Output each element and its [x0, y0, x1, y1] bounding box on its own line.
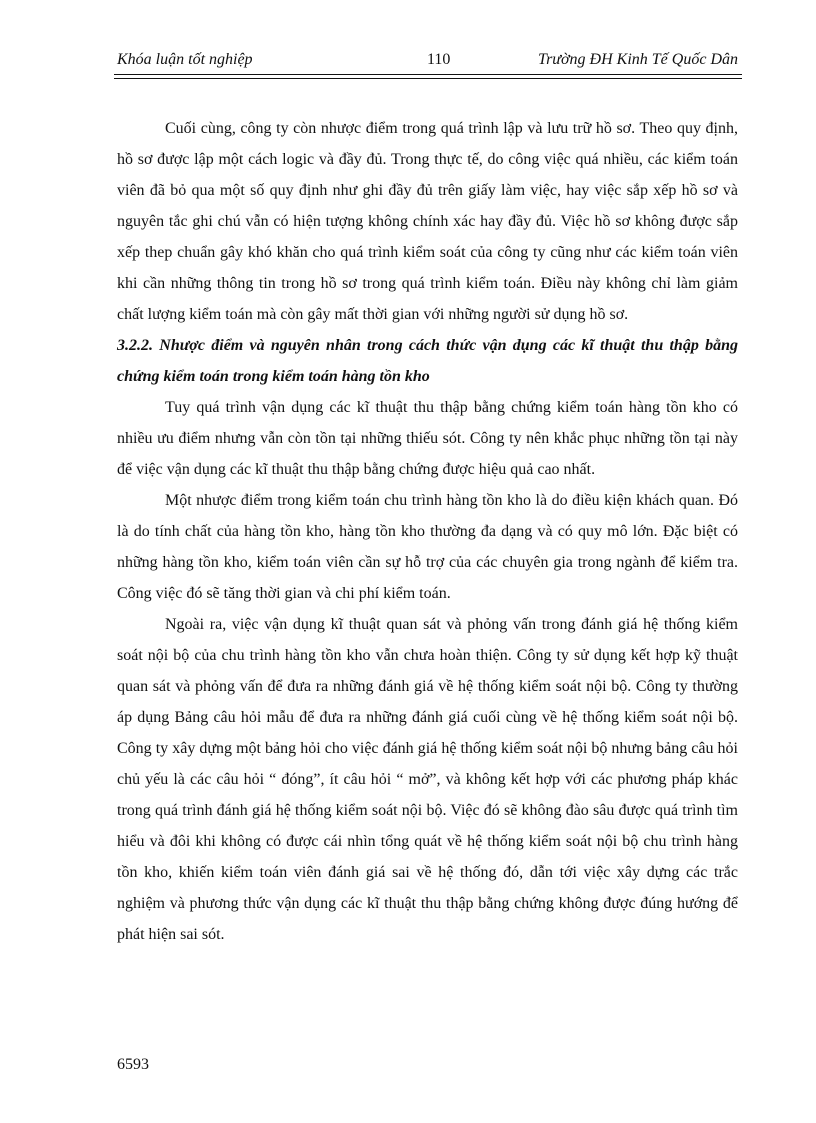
paragraph: Cuối cùng, công ty còn nhược điểm trong quá trình lập và lưu trữ hồ sơ. Theo quy định, hồ sơ được lập một cách logic và đầy đủ. Trong thực tế, do công việc quá nhiều, các kiểm toán viên đã bỏ qua một số quy định như ghi đầy đủ trên giấy làm việc, hay việc sắp xếp hồ sơ và nguyên tắc ghi chú vẫn có hiện tượng không chính xác hay đầy đủ. Việc hồ sơ không được sắp xếp thep chuẩn gây khó khăn cho quá trình kiểm soát của công ty cũng như các kiểm toán viên khi cần những thông tin trong hồ sơ trong quá trình kiểm toán. Điều này không chỉ làm giảm chất lượng kiểm toán mà còn gây mất thời gian với những người sử dụng hồ sơ. — [117, 120, 738, 323]
section-heading: 3.2.2. Nhược điểm và nguyên nhân trong cách thức vận dụng các kĩ thuật thu thập bằng chứng kiểm toán trong kiểm toán hàng tồn kho — [117, 337, 738, 385]
header-university: Trường ĐH Kinh Tế Quốc Dân — [538, 51, 738, 68]
header-divider — [114, 74, 742, 79]
page-header — [117, 50, 738, 72]
header-page-number: 110 — [427, 51, 451, 68]
paragraph: Ngoài ra, việc vận dụng kĩ thuật quan sát và phỏng vấn trong đánh giá hệ thống kiểm soát nội bộ của chu trình hàng tồn kho vẫn chưa hoàn thiện. Công ty sử dụng kết hợp kỹ thuật quan sát và phỏng vấn để đưa ra những đánh giá về hệ thống kiểm soát nội bộ. Công ty thường áp dụng Bảng câu hỏi mẫu để đưa ra những đánh giá cuối cùng về hệ thống kiểm soát nội bộ. Công ty xây dựng một bảng hỏi cho việc đánh giá hệ thống kiểm soát nội bộ nhưng bảng câu hỏi chủ yếu là các câu hỏi “ đóng”, ít câu hỏi “ mở”, và không kết hợp với các phương pháp khác trong quá trình đánh giá hệ thống kiểm soát nội bộ. Việc đó sẽ không đào sâu được quá trình tìm hiểu và đôi khi không có được cái nhìn tổng quát về hệ thống kiểm soát nội bộ chu trình hàng tồn kho, khiến kiểm toán viên đánh giá sai về hệ thống đó, dẫn tới việc xây dựng các trắc nghiệm và phương thức vận dụng các kĩ thuật thu thập bằng chứng không được đúng hướng để phát hiện sai sót. — [117, 616, 738, 943]
header-thesis-title: Khóa luận tốt nghiệp — [117, 51, 253, 68]
footer-code: 6593 — [117, 1056, 149, 1073]
document-body — [117, 113, 738, 950]
paragraph: Tuy quá trình vận dụng các kĩ thuật thu thập bằng chứng kiểm toán hàng tồn kho có nhiều ưu điểm nhưng vẫn còn tồn tại những thiếu sót. Công ty nên khắc phục những tồn tại này để việc vận dụng các kĩ thuật thu thập bằng chứng được hiệu quả cao nhất. — [117, 399, 738, 478]
paragraph: Một nhược điểm trong kiểm toán chu trình hàng tồn kho là do điều kiện khách quan. Đó là do tính chất của hàng tồn kho, hàng tồn kho thường đa dạng và có quy mô lớn. Đặc biệt có những hàng tồn kho, kiểm toán viên cần sự hỗ trợ của các chuyên gia trong ngành để kiểm tra. Công việc đó sẽ tăng thời gian và chi phí kiểm toán. — [117, 492, 738, 602]
